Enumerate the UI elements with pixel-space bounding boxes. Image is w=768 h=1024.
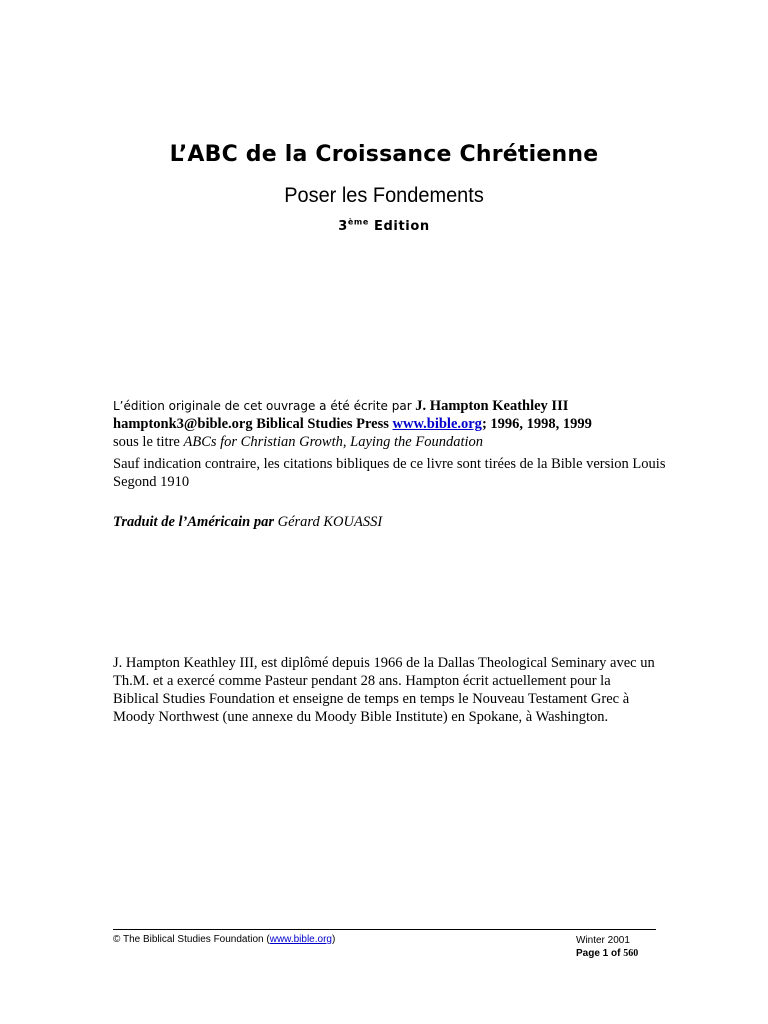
document-title: L’ABC de la Croissance Chrétienne	[169, 142, 599, 167]
page-number	[576, 947, 638, 960]
footer-season: Winter 2001	[576, 935, 630, 946]
edition-label	[0, 219, 768, 234]
footer-bible-org-link[interactable]: www.bible.org	[269, 934, 332, 945]
publication-years: ; 1996, 1998, 1999	[481, 416, 592, 432]
footer-page-info	[576, 934, 638, 960]
translation-credit	[113, 514, 382, 531]
footer-divider	[113, 929, 656, 930]
original-edition-text: L’édition originale de cet ouvrage a été écrite par	[113, 399, 412, 413]
edition-superscript: ème	[347, 217, 369, 227]
translator-name: Gérard KOUASSI	[277, 514, 383, 530]
copyright-suffix: )	[331, 934, 336, 945]
author-name: J. Hampton Keathley III	[415, 398, 569, 414]
translation-prefix: Traduit de l’Américain par	[113, 514, 274, 530]
bible-org-link[interactable]: www.bible.org	[392, 416, 482, 432]
credits-line-2	[113, 415, 673, 433]
copyright-prefix: © The Biblical Studies Foundation (	[113, 934, 270, 945]
document-subtitle: Poser les Fondements	[284, 184, 484, 207]
edition-number: 3	[338, 219, 348, 234]
original-title-prefix: sous le titre	[113, 434, 180, 450]
credits-line-3	[113, 433, 673, 451]
author-contact: hamptonk3@bible.org Biblical Studies Press	[113, 416, 389, 432]
credits-block	[113, 397, 673, 491]
bible-version-note: Sauf indication contraire, les citations bibliques de ce livre sont tirées de la Bible version Louis Segond 1910	[113, 456, 666, 490]
footer-copyright	[113, 934, 335, 945]
page-total: 560	[623, 948, 639, 959]
page-number-prefix: Page 1 of	[576, 948, 621, 959]
original-title: ABCs for Christian Growth, Laying the Foundation	[183, 434, 484, 450]
author-bio: J. Hampton Keathley III, est diplômé depuis 1966 de la Dallas Theological Seminary avec un Th.M. et a exercé comme Pasteur pendant 28 ans. Hampton écrit actuellement pour la Biblical Studies Foundation et enseigne de temps en temps le Nouveau Testament Grec à Moody Northwest (une annexe du Moody Bible Institute) en Spokane, à Washington.	[113, 655, 655, 725]
edition-word: Edition	[374, 219, 430, 234]
credits-line-1	[113, 397, 673, 415]
